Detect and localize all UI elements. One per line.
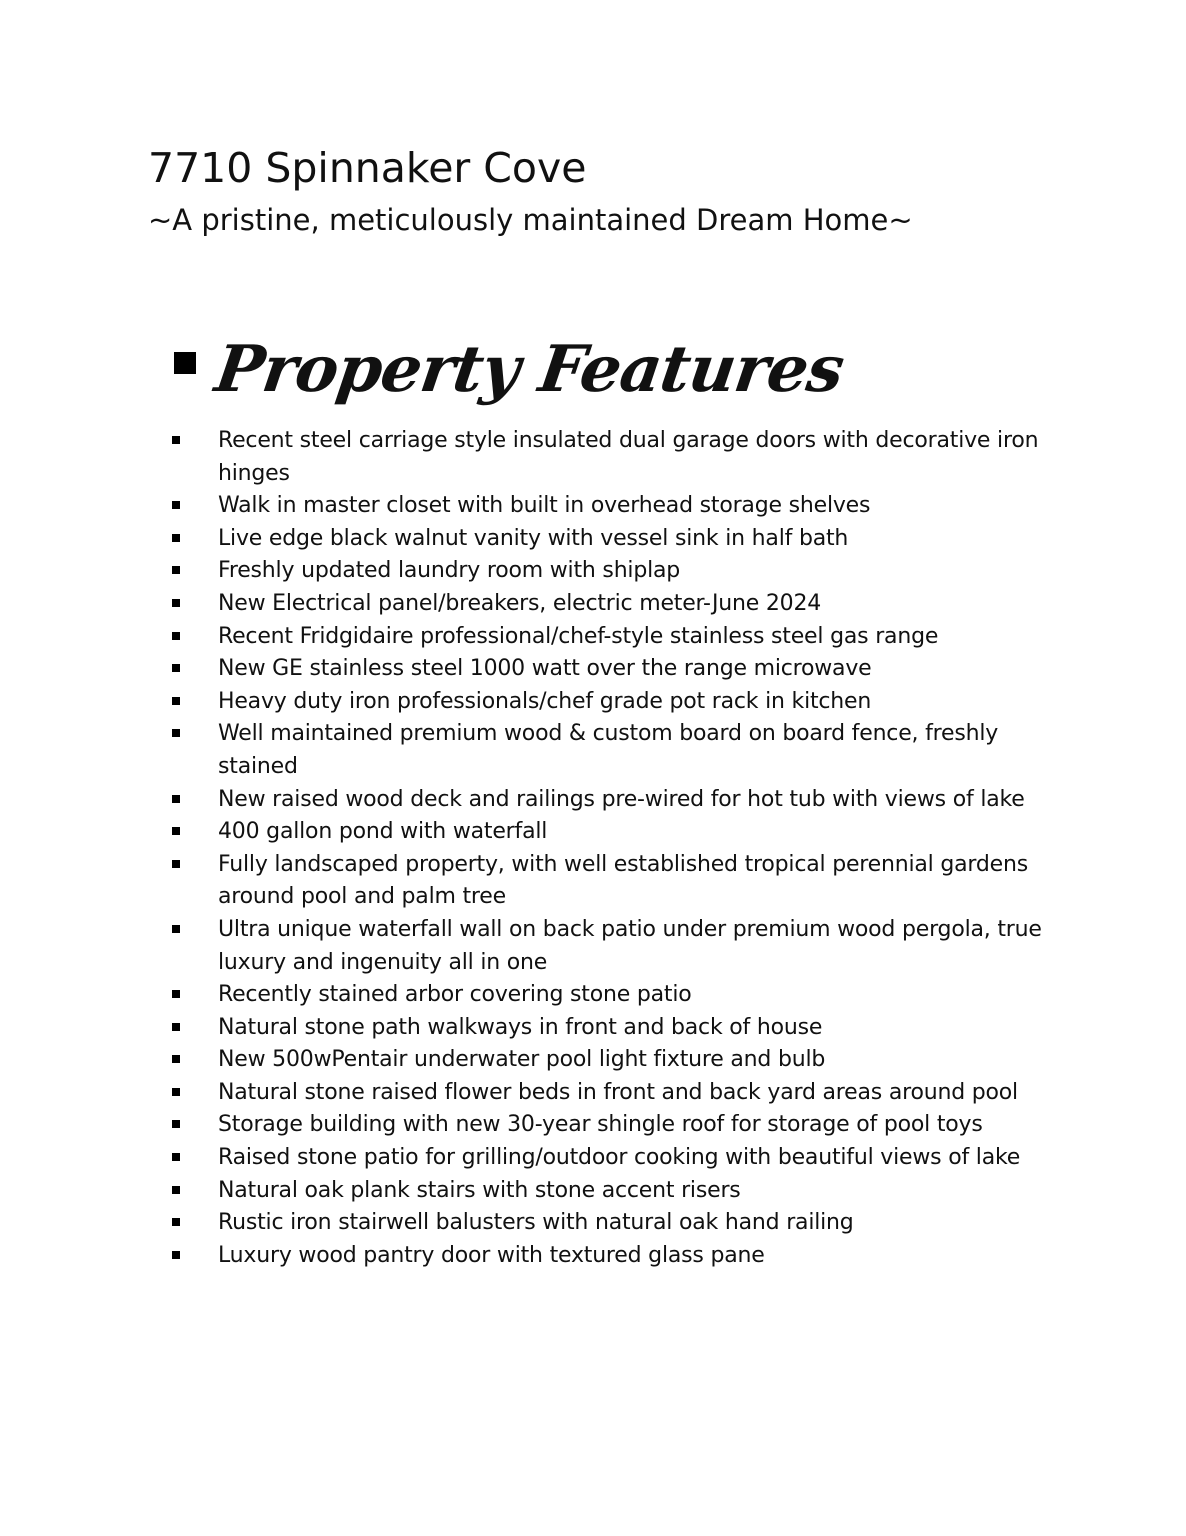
feature-item [172, 979, 1052, 1012]
square-bullet-icon [172, 1153, 180, 1161]
feature-text: Recent Fridgidaire professional/chef-style stainless steel gas range [218, 623, 939, 649]
square-bullet-icon [172, 1120, 180, 1128]
feature-text: Recently stained arbor covering stone patio [218, 982, 692, 1008]
feature-text: New GE stainless steel 1000 watt over the range microwave [218, 656, 872, 682]
feature-item [172, 425, 1052, 490]
square-bullet-icon [172, 697, 180, 705]
square-bullet-icon [174, 352, 196, 374]
feature-item [172, 784, 1052, 817]
feature-text: Luxury wood pantry door with textured glass pane [218, 1242, 765, 1268]
section-heading: Property Features [210, 332, 848, 407]
square-bullet-icon [172, 860, 180, 868]
feature-text: 400 gallon pond with waterfall [218, 819, 548, 845]
feature-text: Freshly updated laundry room with shiplap [218, 558, 681, 584]
square-bullet-icon [172, 501, 180, 509]
square-bullet-icon [172, 664, 180, 672]
feature-item [172, 490, 1052, 523]
feature-item [172, 523, 1052, 556]
feature-text: Heavy duty iron professionals/chef grade pot rack in kitchen [218, 688, 872, 714]
feature-text: Fully landscaped property, with well established tropical perennial gardens around pool and palm tree [218, 851, 1029, 910]
feature-text: New Electrical panel/breakers, electric meter-June 2024 [218, 590, 822, 616]
feature-text: Raised stone patio for grilling/outdoor cooking with beautiful views of lake [218, 1145, 1021, 1171]
feature-text: Natural stone path walkways in front and back of house [218, 1014, 823, 1040]
feature-list [172, 425, 1052, 1272]
feature-item [172, 1044, 1052, 1077]
feature-text: New raised wood deck and railings pre-wired for hot tub with views of lake [218, 786, 1025, 812]
page-subtitle: ~A pristine, meticulously maintained Dream Home~ [148, 203, 913, 237]
feature-item [172, 1077, 1052, 1110]
square-bullet-icon [172, 1186, 180, 1194]
feature-text: Ultra unique waterfall wall on back patio under premium wood pergola, true luxury and ingenuity all in one [218, 916, 1042, 975]
feature-text: Well maintained premium wood & custom board on board fence, freshly stained [218, 721, 999, 779]
square-bullet-icon [172, 795, 180, 803]
feature-item [172, 686, 1052, 719]
square-bullet-icon [172, 1055, 180, 1063]
feature-text: Natural stone raised flower beds in front and back yard areas around pool [218, 1079, 1018, 1105]
feature-item [172, 914, 1052, 979]
square-bullet-icon [172, 990, 180, 998]
feature-item [172, 1207, 1052, 1240]
square-bullet-icon [172, 729, 180, 737]
square-bullet-icon [172, 436, 180, 444]
feature-item [172, 1240, 1052, 1273]
square-bullet-icon [172, 1023, 180, 1031]
feature-item [172, 849, 1052, 914]
square-bullet-icon [172, 566, 180, 574]
square-bullet-icon [172, 1251, 180, 1259]
feature-text: Rustic iron stairwell balusters with natural oak hand railing [218, 1210, 854, 1236]
feature-text: Natural oak plank stairs with stone accent risers [218, 1177, 741, 1203]
square-bullet-icon [172, 925, 180, 933]
feature-item [172, 1142, 1052, 1175]
feature-item [172, 653, 1052, 686]
feature-item [172, 1012, 1052, 1045]
page-title: 7710 Spinnaker Cove [148, 144, 587, 192]
square-bullet-icon [172, 599, 180, 607]
square-bullet-icon [172, 632, 180, 640]
feature-text: New 500wPentair underwater pool light fixture and bulb [218, 1047, 826, 1073]
feature-item [172, 555, 1052, 588]
square-bullet-icon [172, 1088, 180, 1096]
feature-item [172, 621, 1052, 654]
section-heading-row [172, 326, 872, 422]
feature-item [172, 718, 1052, 783]
feature-item [172, 1175, 1052, 1208]
square-bullet-icon [172, 827, 180, 835]
feature-text: Storage building with new 30-year shingle roof for storage of pool toys [218, 1112, 983, 1138]
feature-item [172, 1109, 1052, 1142]
feature-item [172, 588, 1052, 621]
feature-text: Walk in master closet with built in overhead storage shelves [218, 493, 871, 519]
square-bullet-icon [172, 534, 180, 542]
feature-text: Recent steel carriage style insulated dual garage doors with decorative iron hinges [218, 428, 1039, 486]
feature-item [172, 816, 1052, 849]
square-bullet-icon [172, 1218, 180, 1226]
feature-text: Live edge black walnut vanity with vessel sink in half bath [218, 525, 849, 551]
